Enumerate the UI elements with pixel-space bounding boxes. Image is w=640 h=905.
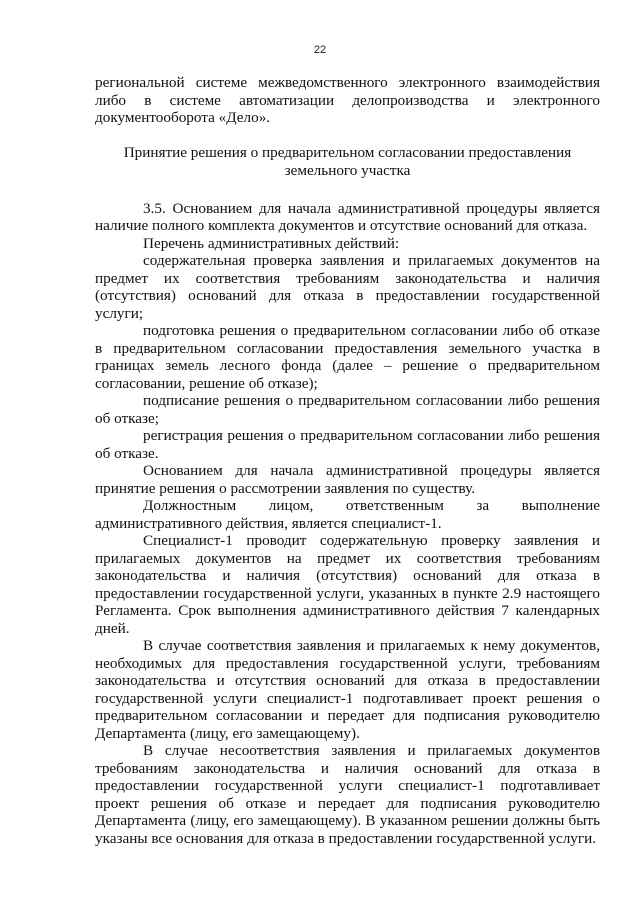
paragraph-action-sign: подписание решения о предварительном согласовании либо решения об отказе;	[95, 392, 600, 427]
paragraph-compliance-case: В случае соответствия заявления и прилагаемых к нему документов, необходимых для предоставления государственной услуги, требованиям законодательства и отсутствия оснований для отказа в предоставлении государственной услуги специалист-1 подготавливает проект решения о предварительном согласовании и передает для подписания руководителю Департамента (лицу, его замещающему).	[95, 637, 600, 742]
paragraph-action-prepare: подготовка решения о предварительном согласовании либо об отказе в предварительном согласовании предоставления земельного участка в границах земель лесного фонда (далее – решение о предварительном согласовании, решение об отказе);	[95, 322, 600, 392]
paragraph-specialist-check: Специалист-1 проводит содержательную проверку заявления и прилагаемых документов на предмет их соответствия требованиям законодательства и наличия (отсутствия) оснований для отказа в предоставлении государственной услуги, указанных в пункте 2.9 настоящего Регламента. Срок выполнения административного действия 7 календарных дней.	[95, 532, 600, 637]
paragraph-action-check: содержательная проверка заявления и прилагаемых документов на предмет их соответствия требованиям законодательства и наличия (отсутствия) оснований для отказа в предоставлении государственной услуги;	[95, 252, 600, 322]
paragraph-actions-list-heading: Перечень административных действий:	[143, 234, 400, 252]
page-number: 22	[313, 44, 327, 56]
paragraph-action-register: регистрация решения о предварительном согласовании либо решения об отказе.	[95, 427, 600, 462]
paragraph-basis: Основанием для начала административной процедуры является принятие решения о рассмотрении заявления по существу.	[95, 462, 600, 497]
paragraph-noncompliance-case: В случае несоответствия заявления и прилагаемых документов требованиям законодательства и наличия оснований для отказа в предоставлении государственной услуги специалист-1 подготавливает проект решения об отказе и передает для подписания руководителю Департамента (лицу, его замещающему). В указанном решении должны быть указаны все основания для отказа в предоставлении государственной услуги.	[95, 742, 600, 847]
intro-paragraph: региональной системе межведомственного электронного взаимодействия либо в системе автоматизации делопроизводства и электронного документооборота «Дело».	[95, 74, 600, 126]
section-title: Принятие решения о предварительном согласовании предоставления земельного участка	[123, 143, 572, 179]
paragraph-responsible: Должностным лицом, ответственным за выполнение административного действия, является специалист-1.	[95, 497, 600, 532]
document-body	[95, 74, 600, 847]
paragraph-3-5: 3.5. Основанием для начала административной процедуры является наличие полного комплекта документов и отсутствие оснований для отказа.	[95, 199, 600, 234]
